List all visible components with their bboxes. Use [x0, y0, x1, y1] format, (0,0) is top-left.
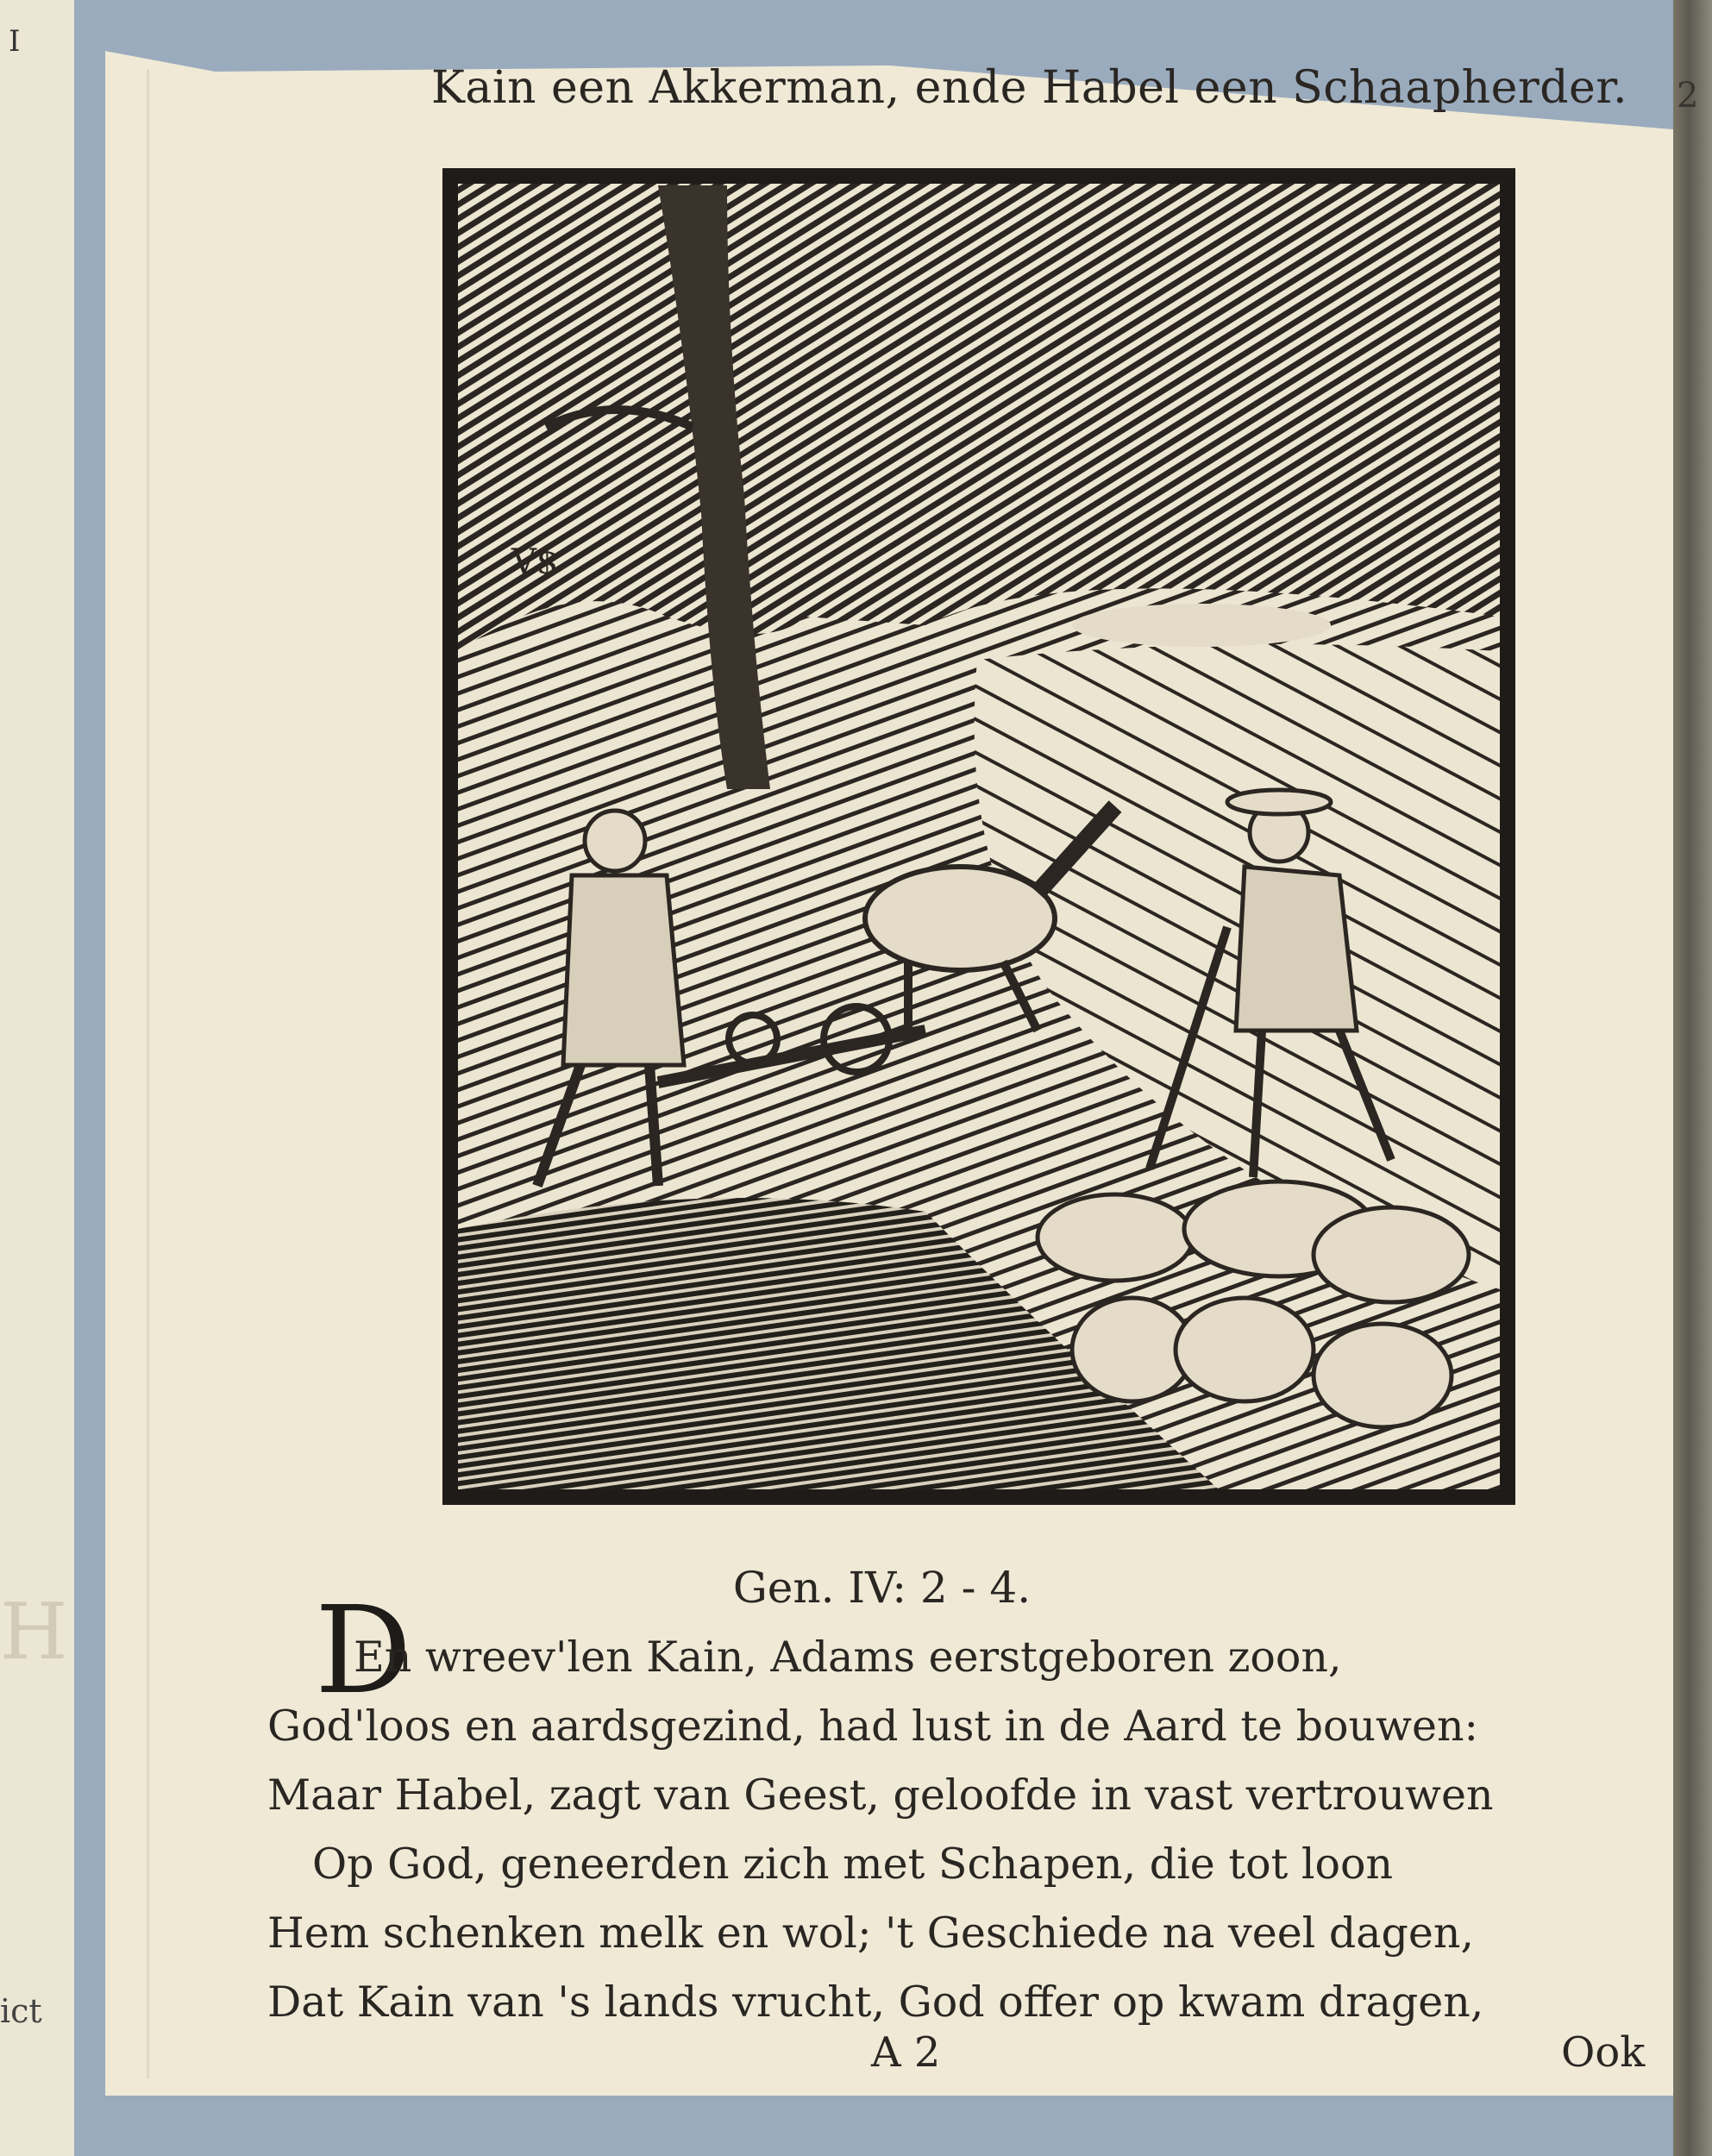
page-fold-line	[147, 69, 149, 2078]
scripture-reference: Gen. IV: 2 - 4.	[732, 1563, 1032, 1613]
poem-line: Op God, geneerden zich met Schapen, die tot loon	[312, 1839, 1394, 1889]
previous-page-number: I	[9, 24, 21, 59]
distant-town	[1072, 604, 1331, 647]
signature-mark: A 2	[871, 2028, 941, 2077]
poem-line: Maar Habel, zagt van Geest, geloofde in vast vertrouwen	[267, 1771, 1494, 1820]
poem-line: Dat Kain van 's lands vrucht, God offer op kwam dragen,	[267, 1977, 1484, 2027]
previous-page-fragment: ict	[0, 1992, 42, 2030]
poem-line: En wreev'len Kain, Adams eerstgeboren zoon,	[354, 1633, 1342, 1682]
monogram: V$	[511, 542, 559, 582]
page-title: Kain een Akkerman, ende Habel een Schaapherder.	[431, 62, 1628, 114]
poem	[267, 1623, 1494, 2037]
drop-cap: D	[315, 1581, 412, 1721]
catchword: Ook	[1561, 2028, 1646, 2077]
woodcut-image	[442, 168, 1515, 1505]
previous-page-strip	[0, 0, 74, 2156]
book-binding	[1673, 0, 1712, 2156]
poem-line: Hem schenken melk en wol; 't Geschiede na veel dagen,	[267, 1908, 1475, 1958]
page-edge-number: 2	[1677, 76, 1699, 116]
show-through-letter: H	[0, 1587, 68, 1677]
poem-line: God'loos en aardsgezind, had lust in de Aard te bouwen:	[267, 1702, 1479, 1751]
